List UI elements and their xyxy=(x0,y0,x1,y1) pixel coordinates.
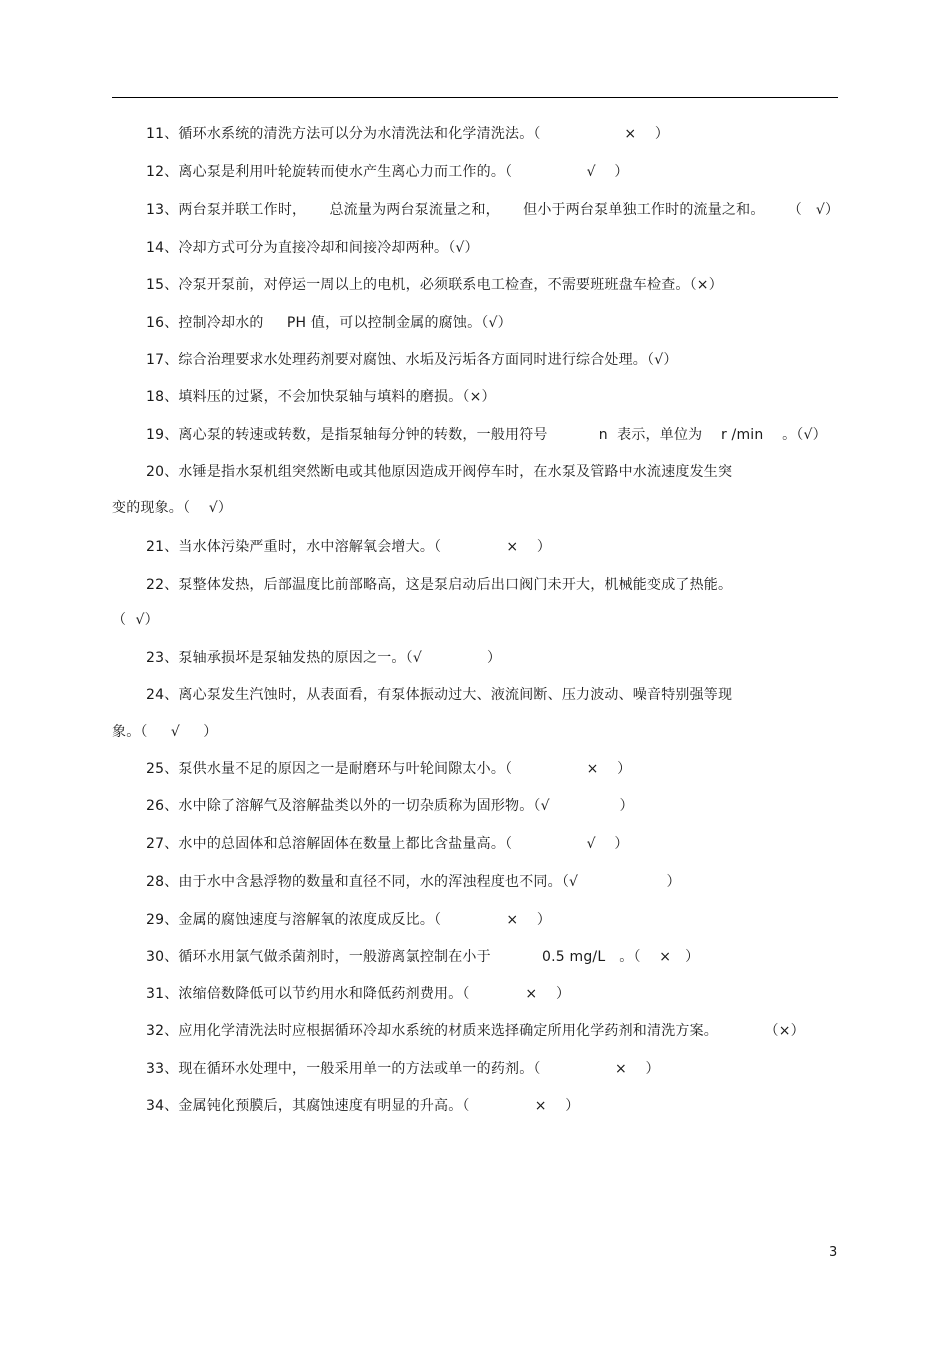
question-20: 20、水锤是指水泵机组突然断电或其他原因造成开阀停车时，在水泵及管路中水流速度发生突 xyxy=(146,464,733,480)
question-32: 32、应用化学清洗法时应根据循环冷却水系统的材质来选择确定所用化学药剂和清洗方案。 （×） xyxy=(146,1023,805,1039)
question-20-cont: 变的现象。（ √） xyxy=(112,500,233,516)
question-13: 13、两台泵并联工作时， 总流量为两台泵流量之和， 但小于两台泵单独工作时的流量之和。 （ √） xyxy=(146,202,840,218)
question-34: 34、金属钝化预膜后，其腐蚀速度有明显的升高。（ × ） xyxy=(146,1098,580,1114)
question-24-cont: 象。（ √ ） xyxy=(112,724,218,740)
question-31: 31、浓缩倍数降低可以节约用水和降低药剂费用。（ × ） xyxy=(146,986,571,1002)
question-17: 17、综合治理要求水处理药剂要对腐蚀、水垢及污垢各方面同时进行综合处理。（√） xyxy=(146,352,678,368)
question-29: 29、金属的腐蚀速度与溶解氧的浓度成反比。（ × ） xyxy=(146,912,552,928)
question-14: 14、冷却方式可分为直接冷却和间接冷却两种。（√） xyxy=(146,240,479,256)
question-25: 25、泵供水量不足的原因之一是耐磨环与叶轮间隙太小。（ × ） xyxy=(146,761,632,777)
question-22: 22、泵整体发热，后部温度比前部略高，这是泵启动后出口阀门未开大，机械能变成了热能。 xyxy=(146,577,733,593)
question-26: 26、水中除了溶解气及溶解盐类以外的一切杂质称为固形物。（√ ） xyxy=(146,798,634,814)
question-24: 24、离心泵发生汽蚀时，从表面看，有泵体振动过大、液流间断、压力波动、噪音特别强等现 xyxy=(146,687,733,703)
question-30: 30、循环水用氯气做杀菌剂时，一般游离氯控制在小于 0.5 mg/L 。（ × ） xyxy=(146,949,700,965)
header-rule xyxy=(112,97,838,98)
question-21: 21、当水体污染严重时，水中溶解氧会增大。（ × ） xyxy=(146,539,552,555)
question-12: 12、离心泵是利用叶轮旋转而使水产生离心力而工作的。（ √ ） xyxy=(146,164,629,180)
question-19: 19、离心泵的转速或转数，是指泵轴每分钟的转数，一般用符号 n 表示，单位为 r /min 。（√） xyxy=(146,427,827,443)
question-11: 11、循环水系统的清洗方法可以分为水清洗法和化学清洗法。（ × ） xyxy=(146,126,670,142)
question-15: 15、冷泵开泵前，对停运一周以上的电机，必须联系电工检查，不需要班班盘车检查。（×） xyxy=(146,277,723,293)
question-23: 23、泵轴承损坏是泵轴发热的原因之一。（√ ） xyxy=(146,650,502,666)
question-27: 27、水中的总固体和总溶解固体在数量上都比含盐量高。（ √ ） xyxy=(146,836,629,852)
question-18: 18、填料压的过紧，不会加快泵轴与填料的磨损。（×） xyxy=(146,389,496,405)
question-28: 28、由于水中含悬浮物的数量和直径不同，水的浑浊程度也不同。（√ ） xyxy=(146,874,681,890)
question-22-cont: （ √） xyxy=(112,612,159,628)
page-number: 3 xyxy=(829,1245,838,1260)
question-33: 33、现在循环水处理中，一般采用单一的方法或单一的药剂。（ × ） xyxy=(146,1061,660,1077)
question-16: 16、控制冷却水的 PH 值，可以控制金属的腐蚀。（√） xyxy=(146,315,512,331)
